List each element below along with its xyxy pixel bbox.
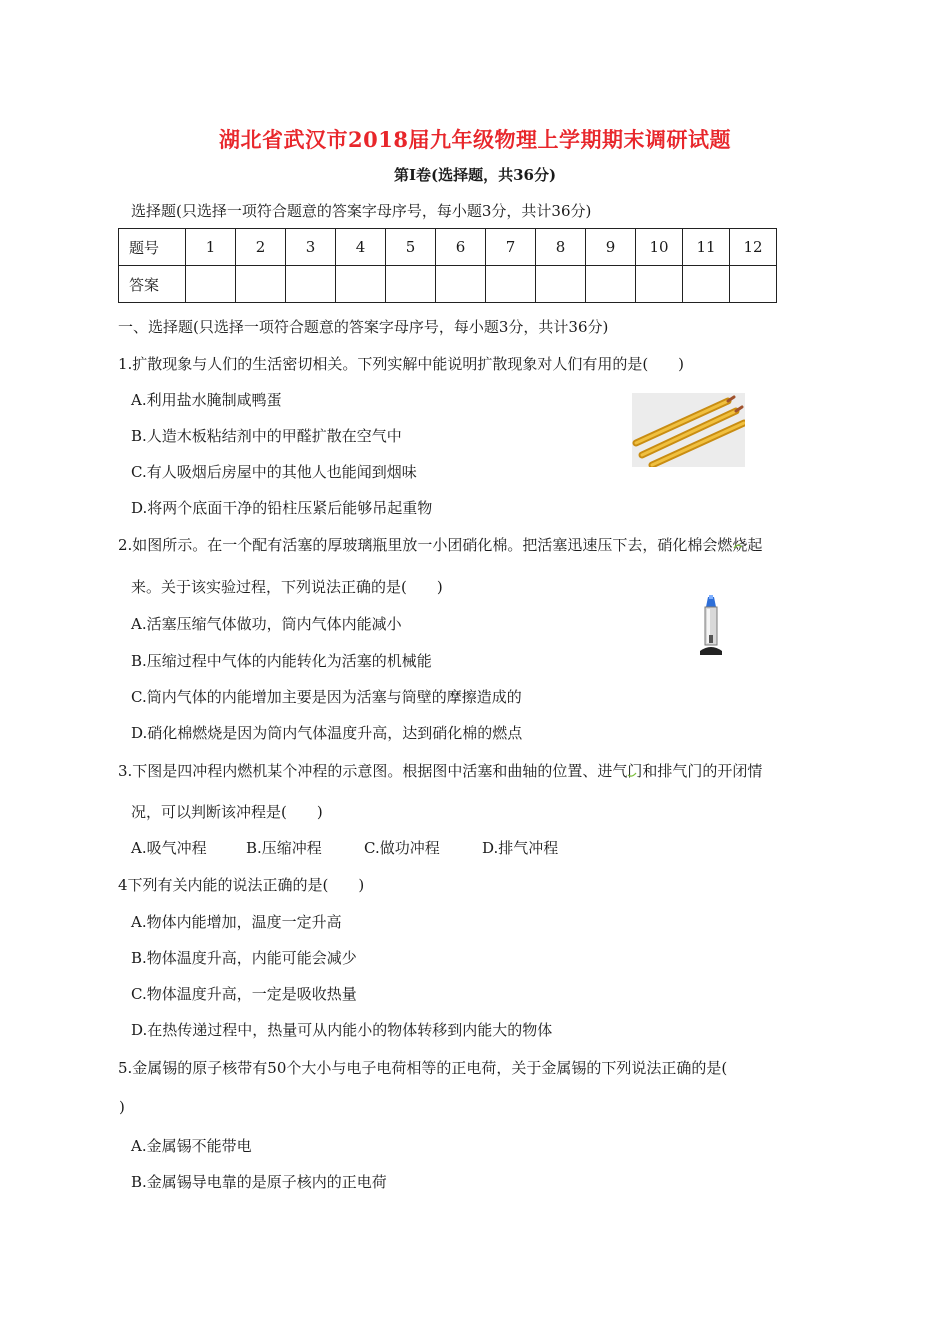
question-1-option-c: C.有人吸烟后房屋中的其他人也能闻到烟味 (131, 463, 417, 481)
question-1-option-d: D.将两个底面干净的铅柱压紧后能够吊起重物 (131, 499, 433, 517)
question-5-stem-line-1: 5.金属锡的原子核带有50个大小与电子电荷相等的正电荷，关于金属锡的下列说法正确的是( (118, 1059, 728, 1077)
question-2-stem-line-2: 来。关于该实验过程，下列说法正确的是( ) (131, 578, 443, 596)
question-3-stem-line-1: 3.下图是四冲程内燃机某个冲程的示意图。根据图中活塞和曲轴的位置、进气门和排气门的开闭情 (118, 762, 763, 780)
question-1-option-b: B.人造木板粘结剂中的甲醛扩散在空气中 (131, 427, 402, 445)
answer-table (118, 228, 777, 303)
answer-cell[interactable] (636, 266, 683, 303)
metal-wires-figure (632, 393, 745, 467)
question-4-option-a: A.物体内能增加，温度一定升高 (131, 913, 342, 931)
instructions: 选择题(只选择一项符合题意的答案字母序号，每小题3分，共计36分) (131, 202, 592, 220)
table-cell-number: 3 (286, 229, 336, 266)
table-cell-number: 2 (236, 229, 286, 266)
answer-cell[interactable] (683, 266, 730, 303)
question-2-option-b: B.压缩过程中气体的内能转化为活塞的机械能 (131, 652, 432, 670)
table-label-number: 题号 (119, 229, 186, 266)
question-1-stem: 1.扩散现象与人们的生活密切相关。下列实解中能说明扩散现象对人们有用的是( ) (118, 355, 685, 373)
answer-cell[interactable] (386, 266, 436, 303)
answer-cell[interactable] (536, 266, 586, 303)
answer-cell[interactable] (286, 266, 336, 303)
table-cell-number: 7 (486, 229, 536, 266)
question-2-stem-line-1: 2.如图所示。在一个配有活塞的厚玻璃瓶里放一小团硝化棉。把活塞迅速压下去，硝化棉会燃烧起 (118, 536, 763, 554)
table-cell-number: 5 (386, 229, 436, 266)
question-3-option-d: D.排气冲程 (482, 839, 559, 857)
answer-cell[interactable] (186, 266, 236, 303)
table-cell-number: 8 (536, 229, 586, 266)
section-heading: 一、选择题(只选择一项符合题意的答案字母序号，每小题3分，共计36分) (118, 318, 609, 336)
question-1-option-a: A.利用盐水腌制咸鸭蛋 (131, 391, 282, 409)
question-2-option-c: C.筒内气体的内能增加主要是因为活塞与筒壁的摩擦造成的 (131, 688, 522, 706)
table-cell-number: 4 (336, 229, 386, 266)
question-4-stem: 4下列有关内能的说法正确的是( ) (118, 876, 365, 894)
question-3-option-b: B.压缩冲程 (246, 839, 322, 857)
table-row-numbers (119, 229, 777, 266)
syringe-piston-figure (697, 595, 725, 659)
table-cell-number: 6 (436, 229, 486, 266)
answer-cell[interactable] (486, 266, 536, 303)
question-5-stem-line-2: ) (119, 1098, 125, 1116)
table-cell-number: 12 (730, 229, 777, 266)
table-row-answers (119, 266, 777, 303)
answer-cell[interactable] (236, 266, 286, 303)
question-5-option-a: A.金属锡不能带电 (131, 1137, 252, 1155)
answer-cell[interactable] (436, 266, 486, 303)
section-subtitle: 第Ⅰ卷(选择题，共36分) (393, 166, 557, 184)
question-4-option-b: B.物体温度升高，内能可能会减少 (131, 949, 357, 967)
answer-cell[interactable] (586, 266, 636, 303)
question-3-options (131, 837, 558, 858)
answer-cell[interactable] (730, 266, 777, 303)
question-4-option-d: D.在热传递过程中，热量可从内能小的物体转移到内能大的物体 (131, 1021, 553, 1039)
answer-cell[interactable] (336, 266, 386, 303)
table-cell-number: 9 (586, 229, 636, 266)
document-title: 湖北省武汉市2018届九年级物理上学期期末调研试题 (219, 127, 731, 152)
scan-mark (627, 770, 637, 778)
question-3-option-c: C.做功冲程 (364, 839, 440, 857)
question-3-option-a: A.吸气冲程 (131, 839, 207, 857)
table-label-answer: 答案 (119, 266, 186, 303)
question-2-option-a: A.活塞压缩气体做功，筒内气体内能减小 (131, 615, 402, 633)
table-cell-number: 1 (186, 229, 236, 266)
scan-mark (733, 542, 743, 550)
table-cell-number: 10 (636, 229, 683, 266)
question-3-stem-line-2: 况，可以判断该冲程是( ) (131, 803, 323, 821)
question-2-option-d: D.硝化棉燃烧是因为筒内气体温度升高，达到硝化棉的燃点 (131, 724, 523, 742)
question-4-option-c: C.物体温度升高，一定是吸收热量 (131, 985, 357, 1003)
table-cell-number: 11 (683, 229, 730, 266)
question-5-option-b: B.金属锡导电靠的是原子核内的正电荷 (131, 1173, 387, 1191)
